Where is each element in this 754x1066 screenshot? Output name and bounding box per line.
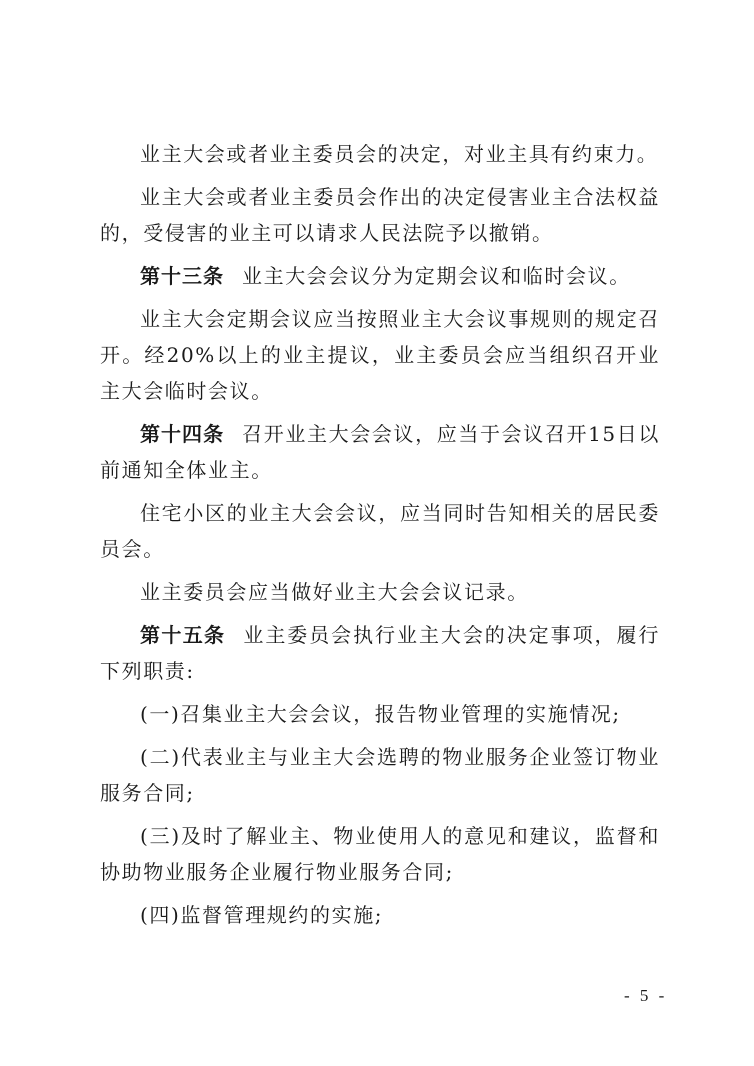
- article-title: 第十四条: [140, 422, 225, 446]
- list-item-text: (四)监督管理规约的实施;: [140, 903, 384, 927]
- list-item-4: [100, 897, 660, 933]
- paragraph-7: [100, 574, 660, 610]
- paragraph-text: 业主大会会议分为定期会议和临时会议。: [242, 264, 631, 288]
- list-item-1: [100, 696, 660, 732]
- paragraph-text: 业主委员会应当做好业主大会会议记录。: [140, 580, 529, 604]
- paragraph-1: [100, 136, 660, 172]
- paragraph-text: 召开业主大会会议，应当于会议召开15日以前通知全体业主。: [100, 422, 661, 482]
- paragraph-text: 业主委员会执行业主大会的决定事项，履行下列职责:: [100, 623, 661, 683]
- paragraph-text: 住宅小区的业主大会会议，应当同时告知相关的居民委员会。: [100, 501, 660, 561]
- paragraph-2: [100, 179, 660, 251]
- paragraph-text: 业主大会或者业主委员会作出的决定侵害业主合法权益的，受侵害的业主可以请求人民法院予以撤销。: [100, 185, 660, 245]
- list-item-text: (一)召集业主大会会议，报告物业管理的实施情况;: [140, 702, 621, 726]
- paragraph-text: 业主大会或者业主委员会的决定，对业主具有约束力。: [140, 142, 659, 166]
- list-item-text: (二)代表业主与业主大会选聘的物业服务企业签订物业服务合同;: [100, 745, 660, 805]
- list-item-3: [100, 818, 660, 890]
- list-item-text: (三)及时了解业主、物业使用人的意见和建议，监督和协助物业服务企业履行物业服务合同;: [100, 824, 660, 884]
- article-title: 第十三条: [140, 264, 224, 288]
- list-item-2: [100, 739, 660, 811]
- page-number: - 5 -: [624, 986, 668, 1005]
- paragraph-text: 业主大会定期会议应当按照业主大会议事规则的规定召开。经20%以上的业主提议，业主委员会应当组织召开业主大会临时会议。: [100, 307, 660, 403]
- article-15: [100, 617, 660, 689]
- article-title: 第十五条: [140, 623, 226, 647]
- article-14: [100, 416, 660, 488]
- article-13: [100, 258, 660, 294]
- paragraph-4: [100, 301, 660, 409]
- paragraph-6: [100, 495, 660, 567]
- document-body: [100, 136, 660, 940]
